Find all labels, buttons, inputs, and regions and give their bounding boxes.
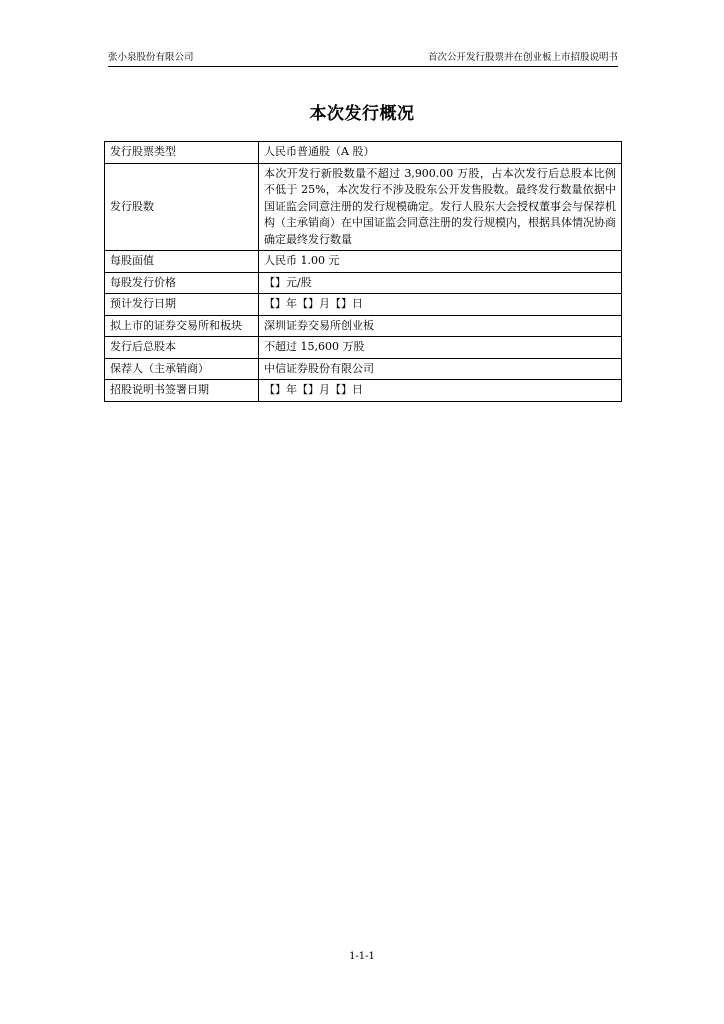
row-label: 发行股数 — [105, 163, 259, 251]
row-value: 【】年【】月【】日 — [259, 380, 622, 402]
table-row — [105, 142, 622, 164]
page-number: 1-1-1 — [349, 951, 375, 962]
row-value: 人民币 1.00 元 — [259, 251, 622, 273]
table-row — [105, 163, 622, 251]
row-label: 拟上市的证券交易所和板块 — [105, 315, 259, 337]
row-value: 本次开发行新股数量不超过 3,900.00 万股，占本次发行后总股本比例不低于 25%，本次发行不涉及股东公开发售股数。最终发行数量依据中国证监会同意注册的发行规模确定。发行人股东大会授权董事会与保荐机构（主承销商）在中国证监会同意注册的发行规模内，根据具体情况协商确定最终发行数量 — [259, 163, 622, 251]
table-row — [105, 251, 622, 273]
row-value: 【】年【】月【】日 — [259, 294, 622, 316]
table-row — [105, 337, 622, 359]
table-row — [105, 294, 622, 316]
table-row — [105, 380, 622, 402]
row-value: 【】元/股 — [259, 272, 622, 294]
table-row — [105, 358, 622, 380]
row-label: 每股面值 — [105, 251, 259, 273]
row-value: 中信证券股份有限公司 — [259, 358, 622, 380]
header-document-name: 首次公开发行股票并在创业板上市招股说明书 — [427, 52, 618, 63]
row-value: 不超过 15,600 万股 — [259, 337, 622, 359]
row-value: 深圳证券交易所创业板 — [259, 315, 622, 337]
row-value: 人民币普通股（A 股） — [259, 142, 622, 164]
table-row — [105, 272, 622, 294]
row-label: 每股发行价格 — [105, 272, 259, 294]
offering-overview-table — [104, 141, 622, 402]
header-company-name: 张小泉股份有限公司 — [108, 52, 194, 63]
row-label: 发行股票类型 — [105, 142, 259, 164]
row-label: 发行后总股本 — [105, 337, 259, 359]
page-header — [108, 50, 618, 67]
page-title: 本次发行概况 — [309, 104, 415, 124]
row-label: 保荐人（主承销商） — [105, 358, 259, 380]
row-label: 招股说明书签署日期 — [105, 380, 259, 402]
row-label: 预计发行日期 — [105, 294, 259, 316]
table-row — [105, 315, 622, 337]
